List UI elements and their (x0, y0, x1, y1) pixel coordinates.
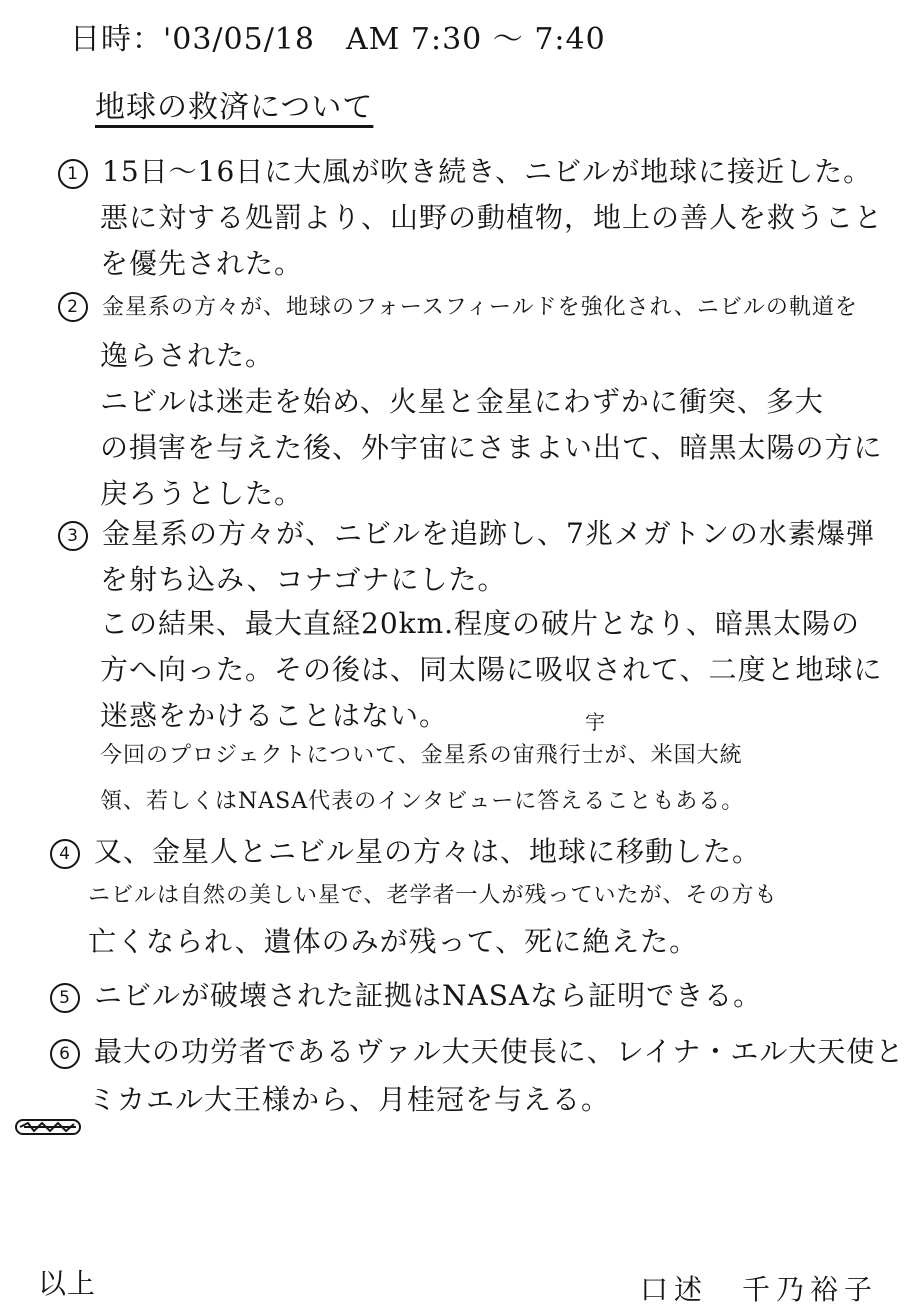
document-title: 地球の救済について (95, 90, 374, 125)
item-1-line-1: 1 15日～16日に大風が吹き続き、ニビルが地球に接近した。 (58, 150, 872, 190)
item-4-number: 4 (50, 839, 80, 869)
item-6-line-1: 6 最大の功労者であるヴァル大天使長に、レイナ・エル大天使と (50, 1030, 904, 1070)
item-3-number: 3 (58, 521, 88, 551)
item-3-line-3: この結果、最大直経20km.程度の破片となり、暗黒太陽の (100, 607, 861, 640)
item-2-number: 2 (58, 292, 88, 322)
item-6-number: 6 (50, 1039, 80, 1069)
item-2-line-2: 逸らされた。 (100, 339, 275, 372)
closing-text: 以上 (38, 1267, 97, 1300)
item-2-line-1: 2 金星系の方々が、地球のフォースフィールドを強化され、ニビルの軌道を (58, 288, 858, 322)
item-1-number: 1 (58, 159, 88, 189)
item-3-line-4: 方へ向った。その後は、同太陽に吸収されて、二度と地球に (100, 653, 883, 686)
item-1-line-3: を優先された。 (100, 247, 304, 280)
item-4-line-2: ニビルは自然の美しい星で、老学者一人が残っていたが、その方も (88, 883, 778, 908)
item-5-line-1: 5 ニビルが破壊された証拠はNASAなら証明できる。 (50, 974, 762, 1014)
item-2-line-4: の損害を与えた後、外宇宙にさまよい出て、暗黒太陽の方に (100, 431, 883, 464)
item-3-line-7: 領、若しくはNASA代表のインタビューに答えることもある。 (100, 789, 745, 814)
scribble-mark (14, 1116, 84, 1138)
item-3-line-5: 迷惑をかけることはない。 (100, 699, 449, 732)
item-3-line-2: を射ち込み、コナゴナにした。 (100, 563, 507, 596)
item-3-line-6: 今回のプロジェクトについて、金星系の宙飛行士が、米国大統 (100, 743, 743, 768)
item-2-line-5: 戻ろうとした。 (100, 477, 304, 510)
item-1-line-2: 悪に対する処罰より、山野の動植物，地上の善人を救うこと (100, 201, 884, 234)
item-2-line-3: ニビルは迷走を始め、火星と金星にわずかに衝突、多大 (100, 385, 824, 418)
item-3-line-1: 3 金星系の方々が、ニビルを追跡し、7兆メガトンの水素爆弾 (58, 512, 875, 552)
date-time-header: 日時：'03/05/18 AM 7:30 ～ 7:40 (70, 22, 606, 57)
item-6-line-2: ミカエル大王様から、月桂冠を与える。 (88, 1083, 611, 1116)
item-5-number: 5 (50, 983, 80, 1013)
item-4-line-1: 4 又、金星人とニビル星の方々は、地球に移動した。 (50, 830, 761, 870)
signature: 口述 千乃裕子 (640, 1273, 879, 1306)
item-4-line-3: 亡くなられ、遺体のみが残って、死に絶えた。 (88, 925, 699, 958)
inserted-character-annotation: 宇 (585, 710, 605, 734)
